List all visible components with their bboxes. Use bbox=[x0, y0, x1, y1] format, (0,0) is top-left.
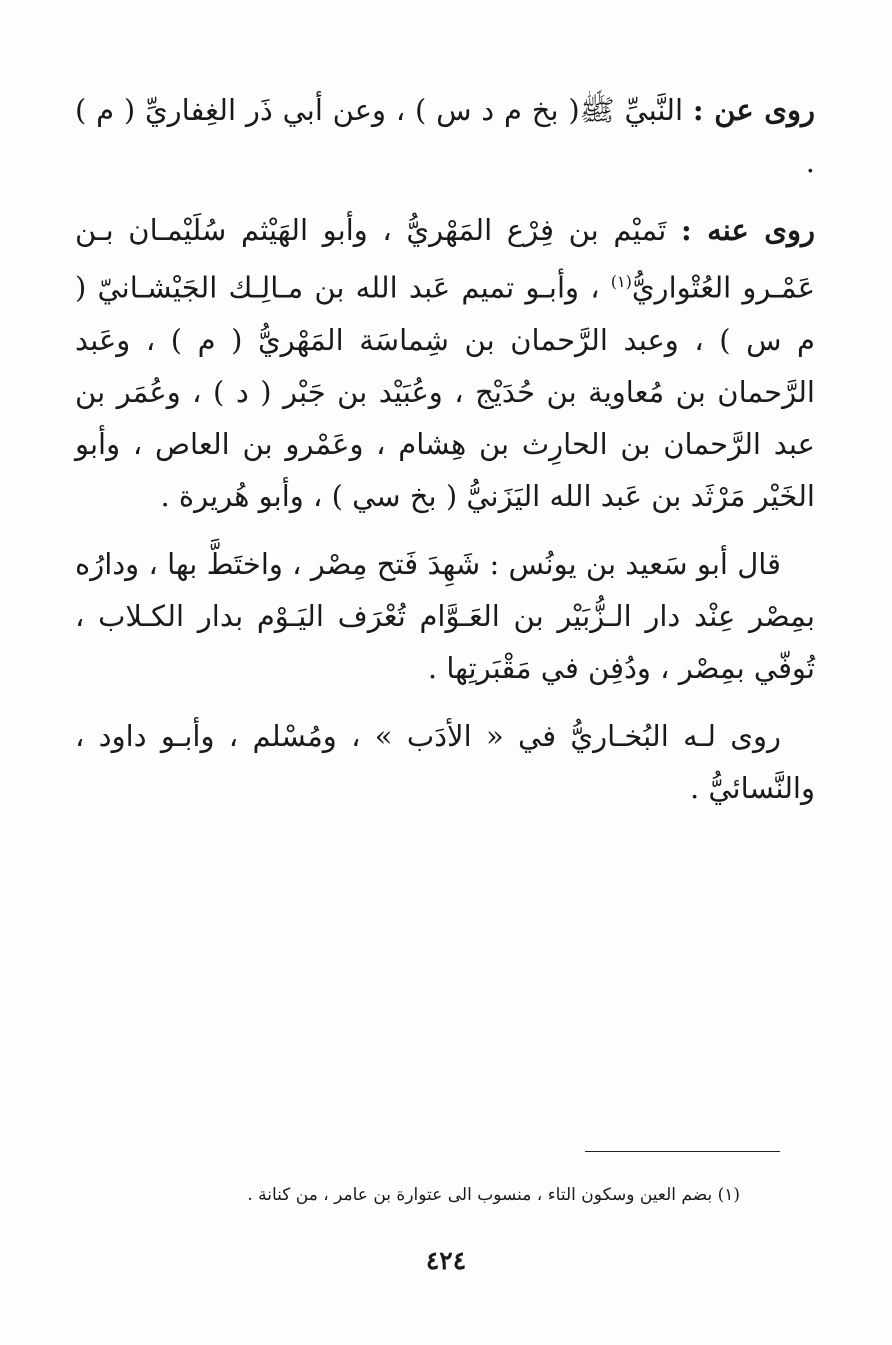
paragraph-text: تَميْم بن فِرْع المَهْريُّ ، وأبو الهَيْثم سُلَيْمـان بـن عَمْـرو العُتْواريُّ bbox=[75, 213, 815, 305]
paragraph-narrated-from bbox=[75, 84, 815, 188]
paragraph-biography bbox=[75, 538, 815, 694]
main-text bbox=[75, 84, 815, 830]
paragraph-label: روى عن : bbox=[692, 93, 815, 127]
paragraph-text: النَّبيِّ ﷺ( بخ م د س ) ، وعن أبي ذَر الغِفاريِّ ( م ) . bbox=[75, 93, 815, 179]
footnote-reference: (١) bbox=[610, 272, 632, 291]
paragraph-sources bbox=[75, 710, 815, 814]
paragraph-text: قال أبو سَعيد بن يونُس : شَهِدَ فَتح مِصْر ، واختَطَّ بها ، ودارُه بمِصْر عِنْد دار الـزُّبَيْر بن العَـوَّام تُعْرَف اليَـوْم بدار الكـلاب ، تُوفّي بمِصْر ، ودُفِن في مَقْبَرتِها . bbox=[75, 546, 815, 685]
paragraph-text-continued: ، وأبـو تميم عَبد الله بن مـالِـك الجَيْشـانيّ ( م س ) ، وعبد الرَّحمان بن شِماسَة المَهْريُّ ( م ) ، وعَبد الرَّحمان بن مُعاوية بن حُدَيْج ، وعُبَيْد بن جَبْر ( د ) ، وعُمَر بن عبد الرَّحمان بن الحارِث بن هِشام ، وعَمْرو بن العاص ، وأبو الخَيْر مَرْثَد بن عَبد الله اليَزَنيُّ ( بخ سي ) ، وأبو هُريرة . bbox=[75, 270, 815, 513]
footnote: (١) بضم العين وسكون التاء ، منسوب الى عتوارة بن عامر ، من كنانة . bbox=[247, 1185, 740, 1205]
paragraph-text: روى لـه البُخـاريُّ في « الأدَب » ، ومُسْلم ، وأبـو داود ، والنَّسائيُّ . bbox=[75, 718, 815, 805]
paragraph-narrated-by bbox=[75, 204, 815, 522]
page-number: ٤٢٤ bbox=[425, 1246, 467, 1275]
paragraph-label: روى عنه : bbox=[680, 213, 815, 247]
footnote-separator bbox=[585, 1151, 780, 1152]
